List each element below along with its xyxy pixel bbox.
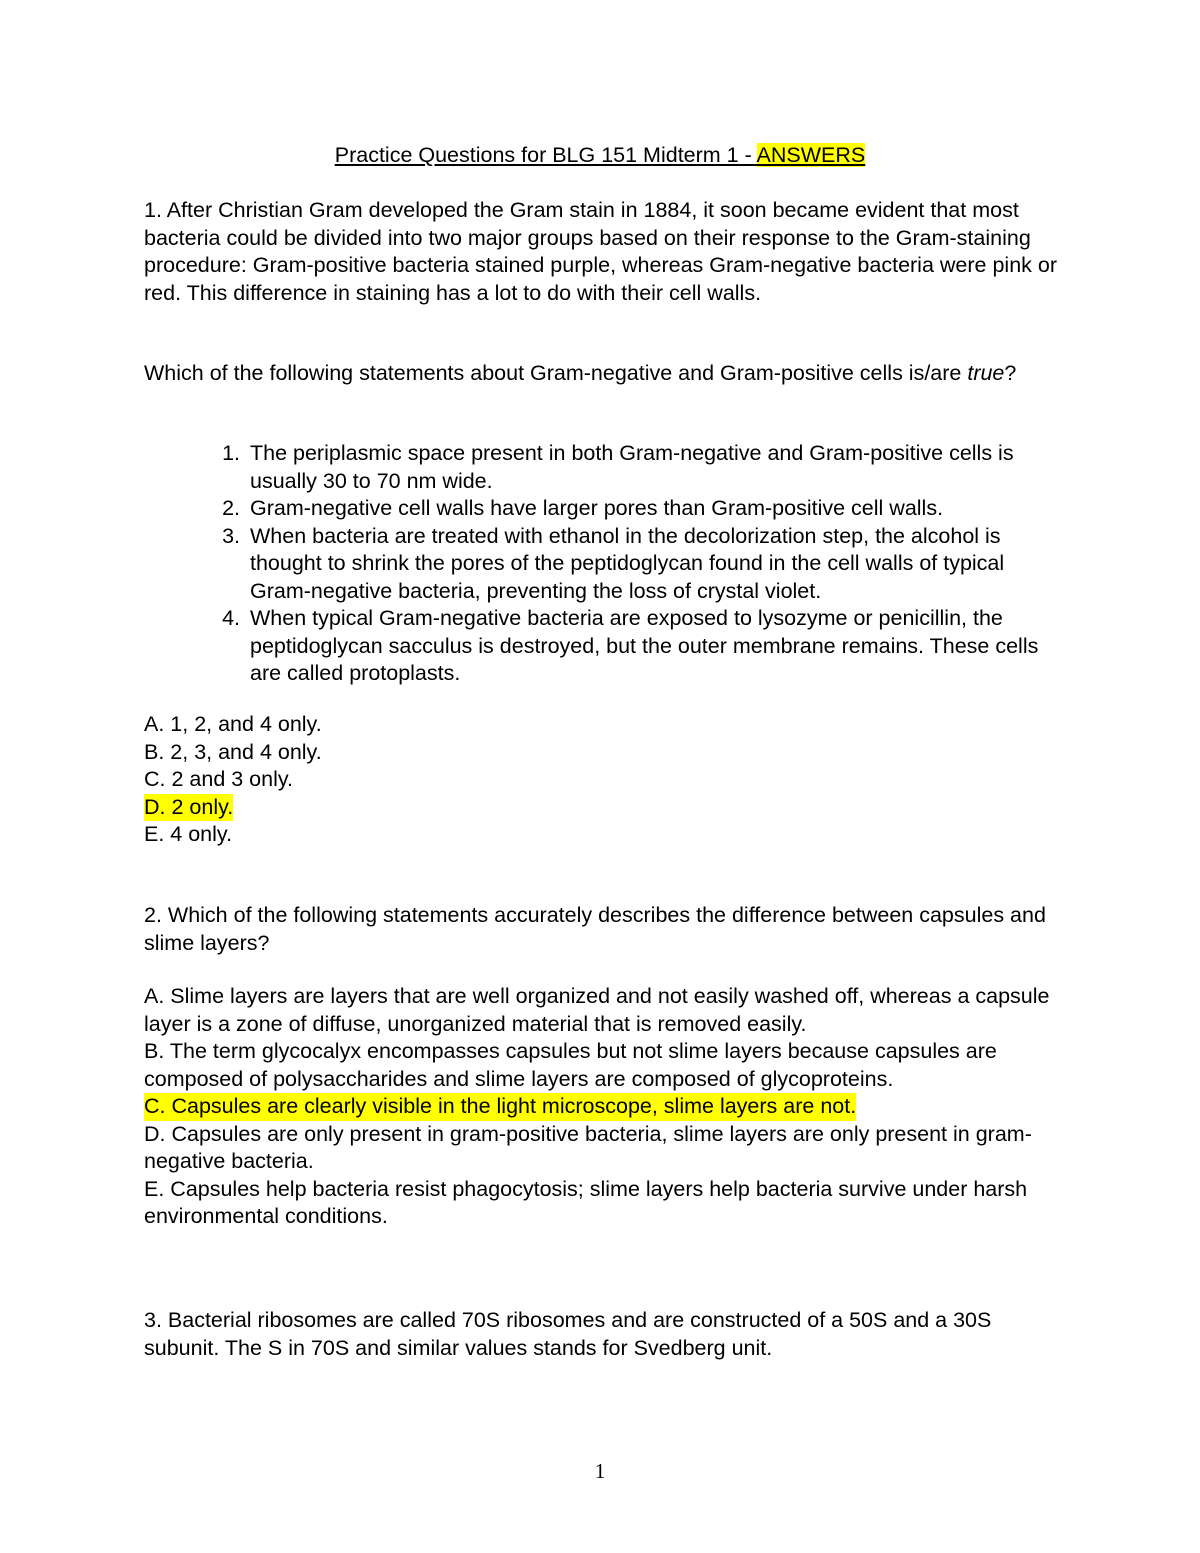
q2-options [144, 983, 1064, 1231]
q1-option: C. 2 and 3 only. [144, 767, 293, 791]
q2-option: E. Capsules help bacteria resist phagocytosis; slime layers help bacteria survive under harsh environmental conditions. [144, 1176, 1028, 1228]
q1-statement: 3. When bacteria are treated with ethanol in the decolorization step, the alcohol is thought to shrink the pores of the peptidoglycan found in the cell walls of typical Gram-negative bacteria, preventing the loss of crystal violet. [246, 523, 1064, 606]
q1-question-suffix: ? [1004, 361, 1017, 385]
page-number: 1 [594, 1459, 606, 1483]
page-title [0, 142, 1200, 170]
q1-statement: 4. When typical Gram-negative bacteria are exposed to lysozyme or penicillin, the peptidoglycan sacculus is destroyed, but the outer membrane remains. These cells are called protoplasts. [246, 605, 1064, 688]
q1-statement-list [144, 440, 1064, 688]
q1-intro: 1. After Christian Gram developed the Gram stain in 1884, it soon became evident that most bacteria could be divided into two major groups based on their response to the Gram-staining procedure: Gram-positive bacteria stained purple, whereas Gram-negative bacteria were pink or red. This difference in staining has a lot to do with their cell walls. [144, 198, 1057, 305]
q1-options [144, 711, 322, 849]
q1-option: A. 1, 2, and 4 only. [144, 712, 322, 736]
title-text [335, 143, 866, 167]
q1-statement: 2. Gram-negative cell walls have larger pores than Gram-positive cell walls. [246, 495, 1064, 523]
q1-option-correct: D. 2 only. [144, 794, 233, 822]
q1-question-prefix: Which of the following statements about Gram-negative and Gram-positive cells is/are [144, 361, 968, 385]
q3-text: 3. Bacterial ribosomes are called 70S ribosomes and are constructed of a 50S and a 30S subunit. The S in 70S and similar values stands for Svedberg unit. [144, 1308, 992, 1360]
q1-question [144, 360, 1064, 388]
q1-option: E. 4 only. [144, 822, 233, 846]
q2-option: B. The term glycocalyx encompasses capsules but not slime layers because capsules are composed of polysaccharides and slime layers are composed of glycoproteins. [144, 1039, 997, 1091]
q2-question: 2. Which of the following statements accurately describes the difference between capsules and slime layers? [144, 903, 1046, 955]
q2-option-correct: C. Capsules are clearly visible in the light microscope, slime layers are not. [144, 1093, 856, 1121]
q2-option: A. Slime layers are layers that are well organized and not easily washed off, whereas a capsule layer is a zone of diffuse, unorganized material that is removed easily. [144, 984, 1050, 1036]
title-answers-highlight: ANSWERS [756, 143, 866, 167]
q2-option: D. Capsules are only present in gram-positive bacteria, slime layers are only present in gram-negative bacteria. [144, 1121, 1032, 1173]
title-prefix: Practice Questions for BLG 151 Midterm 1 - [334, 143, 757, 167]
q1-question-emph: true [967, 361, 1005, 385]
q1-option: B. 2, 3, and 4 only. [144, 739, 322, 764]
q1-statement: 1. The periplasmic space present in both Gram-negative and Gram-positive cells is usually 30 to 70 nm wide. [246, 440, 1064, 495]
